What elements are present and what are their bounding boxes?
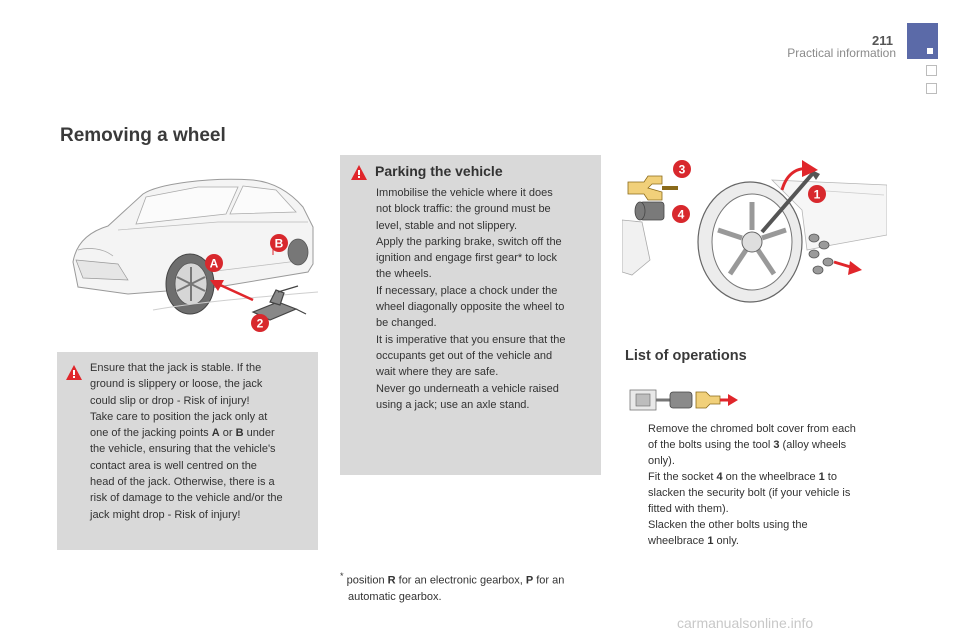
tab-marker (927, 48, 933, 54)
label-4: 4 (677, 207, 685, 222)
wheel-removal-illustration (622, 150, 887, 305)
warning-triangle-icon (66, 365, 82, 380)
chapter-tab-empty (926, 83, 937, 94)
label-b: B (274, 236, 284, 251)
page-number: 211 (872, 33, 893, 48)
car-jacking-illustration (58, 152, 323, 347)
label-a: A (209, 256, 219, 271)
section-title: Practical information (787, 46, 896, 60)
label-3: 3 (678, 162, 686, 177)
footnote-star: * (340, 571, 344, 581)
parking-title: Parking the vehicle (375, 163, 503, 179)
parking-text: Immobilise the vehicle where it does not block traffic: the ground must be level, stable and not slippery. Apply the parking brake, switch off the ignition and engage first gear* to lock the wheels. If necessary, place a chock under the wheel diagonally opposite the wheel to be changed. It is imperative that you ensure that the occupants get out of the vehicle and wait where they are safe. Never go underneath a vehicle raised using a jack; use an axle stand. (376, 187, 566, 411)
footnote: * position R for an electronic gearbox, P for an automatic gearbox. (340, 571, 565, 603)
chapter-tab (907, 23, 938, 59)
label-2: 2 (256, 316, 264, 331)
page-title: Removing a wheel (60, 125, 226, 146)
operations-title: List of operations (625, 348, 747, 364)
chapter-tab-empty (926, 65, 937, 76)
jack-warning-text: Ensure that the jack is stable. If the ground is slippery or loose, the jack could slip or drop - Risk of injury! Take care to position the jack only at one of the jacking points A or B under the vehicle, ensuring that the vehicle's contact area is well centred on the head of the jack. Otherwise, there is a risk of damage to the vehicle and/or the jack might drop - Risk of injury! (90, 362, 283, 521)
watermark: carmanualsonline.info (677, 615, 814, 631)
tools-illustration (626, 380, 746, 420)
label-1: 1 (813, 187, 821, 202)
warning-triangle-icon (351, 165, 367, 180)
